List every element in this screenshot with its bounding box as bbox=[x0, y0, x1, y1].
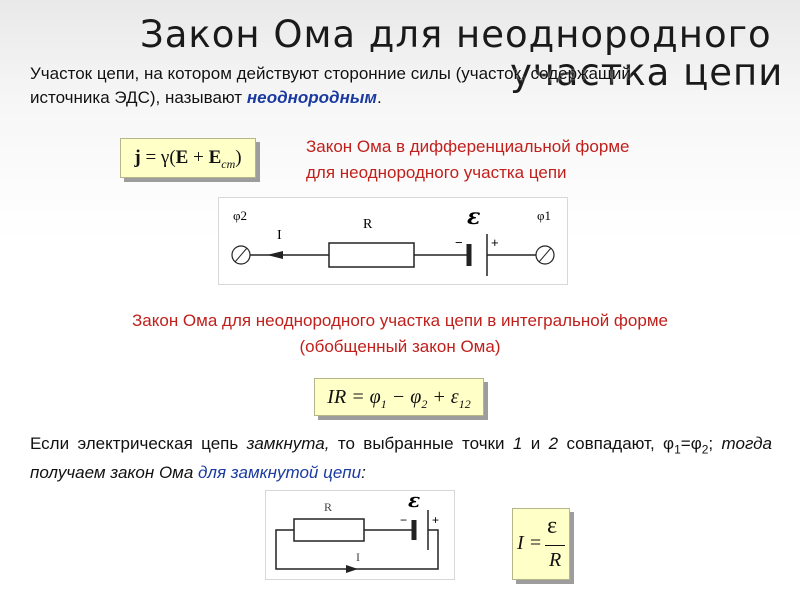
label-current: I bbox=[277, 228, 282, 243]
closed-text-5: =φ bbox=[680, 434, 702, 453]
closed-sub-2: 2 bbox=[701, 442, 709, 457]
label-current: I bbox=[356, 550, 360, 564]
resistor-shape bbox=[329, 243, 414, 267]
label-minus: − bbox=[400, 513, 408, 527]
formula-sub-st: ст bbox=[221, 156, 236, 171]
formula-j: j bbox=[134, 147, 141, 168]
label-plus: + bbox=[491, 235, 499, 250]
closed-sub-1: 1 bbox=[674, 442, 681, 457]
closed-circuit-formula bbox=[512, 508, 570, 580]
formula-Est: E bbox=[208, 147, 222, 168]
current-arrow bbox=[346, 565, 358, 573]
formula-close: ) bbox=[235, 147, 242, 168]
title-line-1: Закон Ома для неоднородного bbox=[140, 13, 772, 56]
current-arrow bbox=[267, 251, 283, 259]
integral-plus: + ε bbox=[427, 386, 459, 408]
integral-lhs: IR bbox=[327, 386, 347, 408]
integral-caption-line-2: (обобщенный закон Ома) bbox=[299, 337, 501, 356]
fraction-bar bbox=[545, 545, 565, 546]
closed-text-4: совпадают, φ bbox=[558, 434, 675, 453]
closed-formula-denominator: R bbox=[549, 549, 562, 571]
formula-eq: = γ( bbox=[140, 147, 176, 168]
closed-text-6: ; bbox=[708, 434, 722, 453]
circuit-closed-svg bbox=[266, 491, 454, 579]
differential-formula bbox=[120, 138, 256, 178]
label-minus: − bbox=[455, 235, 463, 250]
formula-E: E bbox=[175, 147, 189, 168]
integral-sub12: 12 bbox=[458, 397, 471, 411]
intro-paragraph bbox=[30, 62, 690, 110]
label-phi1: φ1 bbox=[537, 208, 552, 223]
integral-minus: − φ bbox=[386, 386, 422, 408]
closed-text-italic-1: замкнута, bbox=[246, 434, 330, 453]
label-phi2: φ2 bbox=[233, 208, 248, 223]
circuit-diagram-closed bbox=[265, 490, 455, 580]
integral-caption bbox=[20, 308, 780, 360]
integral-sub2: 2 bbox=[421, 397, 428, 411]
circuit-diagram-open bbox=[218, 197, 568, 285]
integral-caption-line-1: Закон Ома для неоднородного участка цепи в интегральной форме bbox=[132, 311, 668, 330]
closed-point-2: 2 bbox=[548, 434, 559, 453]
closed-text-italic-2: тогда получаем закон Ома bbox=[30, 434, 772, 483]
closed-text-1: Если электрическая цепь bbox=[30, 434, 247, 453]
differential-caption bbox=[306, 134, 746, 186]
intro-end: . bbox=[376, 88, 382, 107]
closed-point-1: 1 bbox=[512, 434, 523, 453]
closed-circuit-paragraph bbox=[30, 432, 772, 485]
circuit-open-svg bbox=[219, 198, 567, 284]
title-line-2: участка цепи bbox=[510, 51, 784, 94]
integral-eq: = φ bbox=[346, 386, 381, 408]
differential-caption-line-1: Закон Ома в дифференциальной форме bbox=[306, 137, 630, 156]
closed-end: : bbox=[361, 463, 366, 483]
integral-formula bbox=[314, 378, 484, 416]
closed-text-3: и bbox=[522, 434, 549, 453]
closed-text-2: то выбранные точки bbox=[329, 434, 513, 453]
label-resistor: R bbox=[324, 500, 333, 514]
integral-sub1: 1 bbox=[380, 397, 387, 411]
differential-caption-line-2: для неоднородного участка цепи bbox=[306, 163, 567, 182]
intro-term: неоднородным bbox=[246, 88, 377, 107]
label-resistor: R bbox=[363, 217, 373, 232]
label-emf: ε bbox=[467, 204, 481, 230]
resistor-shape bbox=[294, 519, 364, 541]
closed-formula-lhs: I = bbox=[517, 532, 543, 554]
intro-text: Участок цепи, на котором действуют сторонние силы (участок, содержащий источника ЭДС), называют bbox=[30, 64, 631, 107]
formula-plus: + bbox=[188, 147, 209, 168]
label-emf: ε bbox=[408, 491, 421, 512]
label-plus: + bbox=[432, 513, 440, 527]
closed-formula-numerator: ε bbox=[547, 513, 558, 539]
closed-highlight: для замкнутой цепи bbox=[198, 463, 362, 483]
